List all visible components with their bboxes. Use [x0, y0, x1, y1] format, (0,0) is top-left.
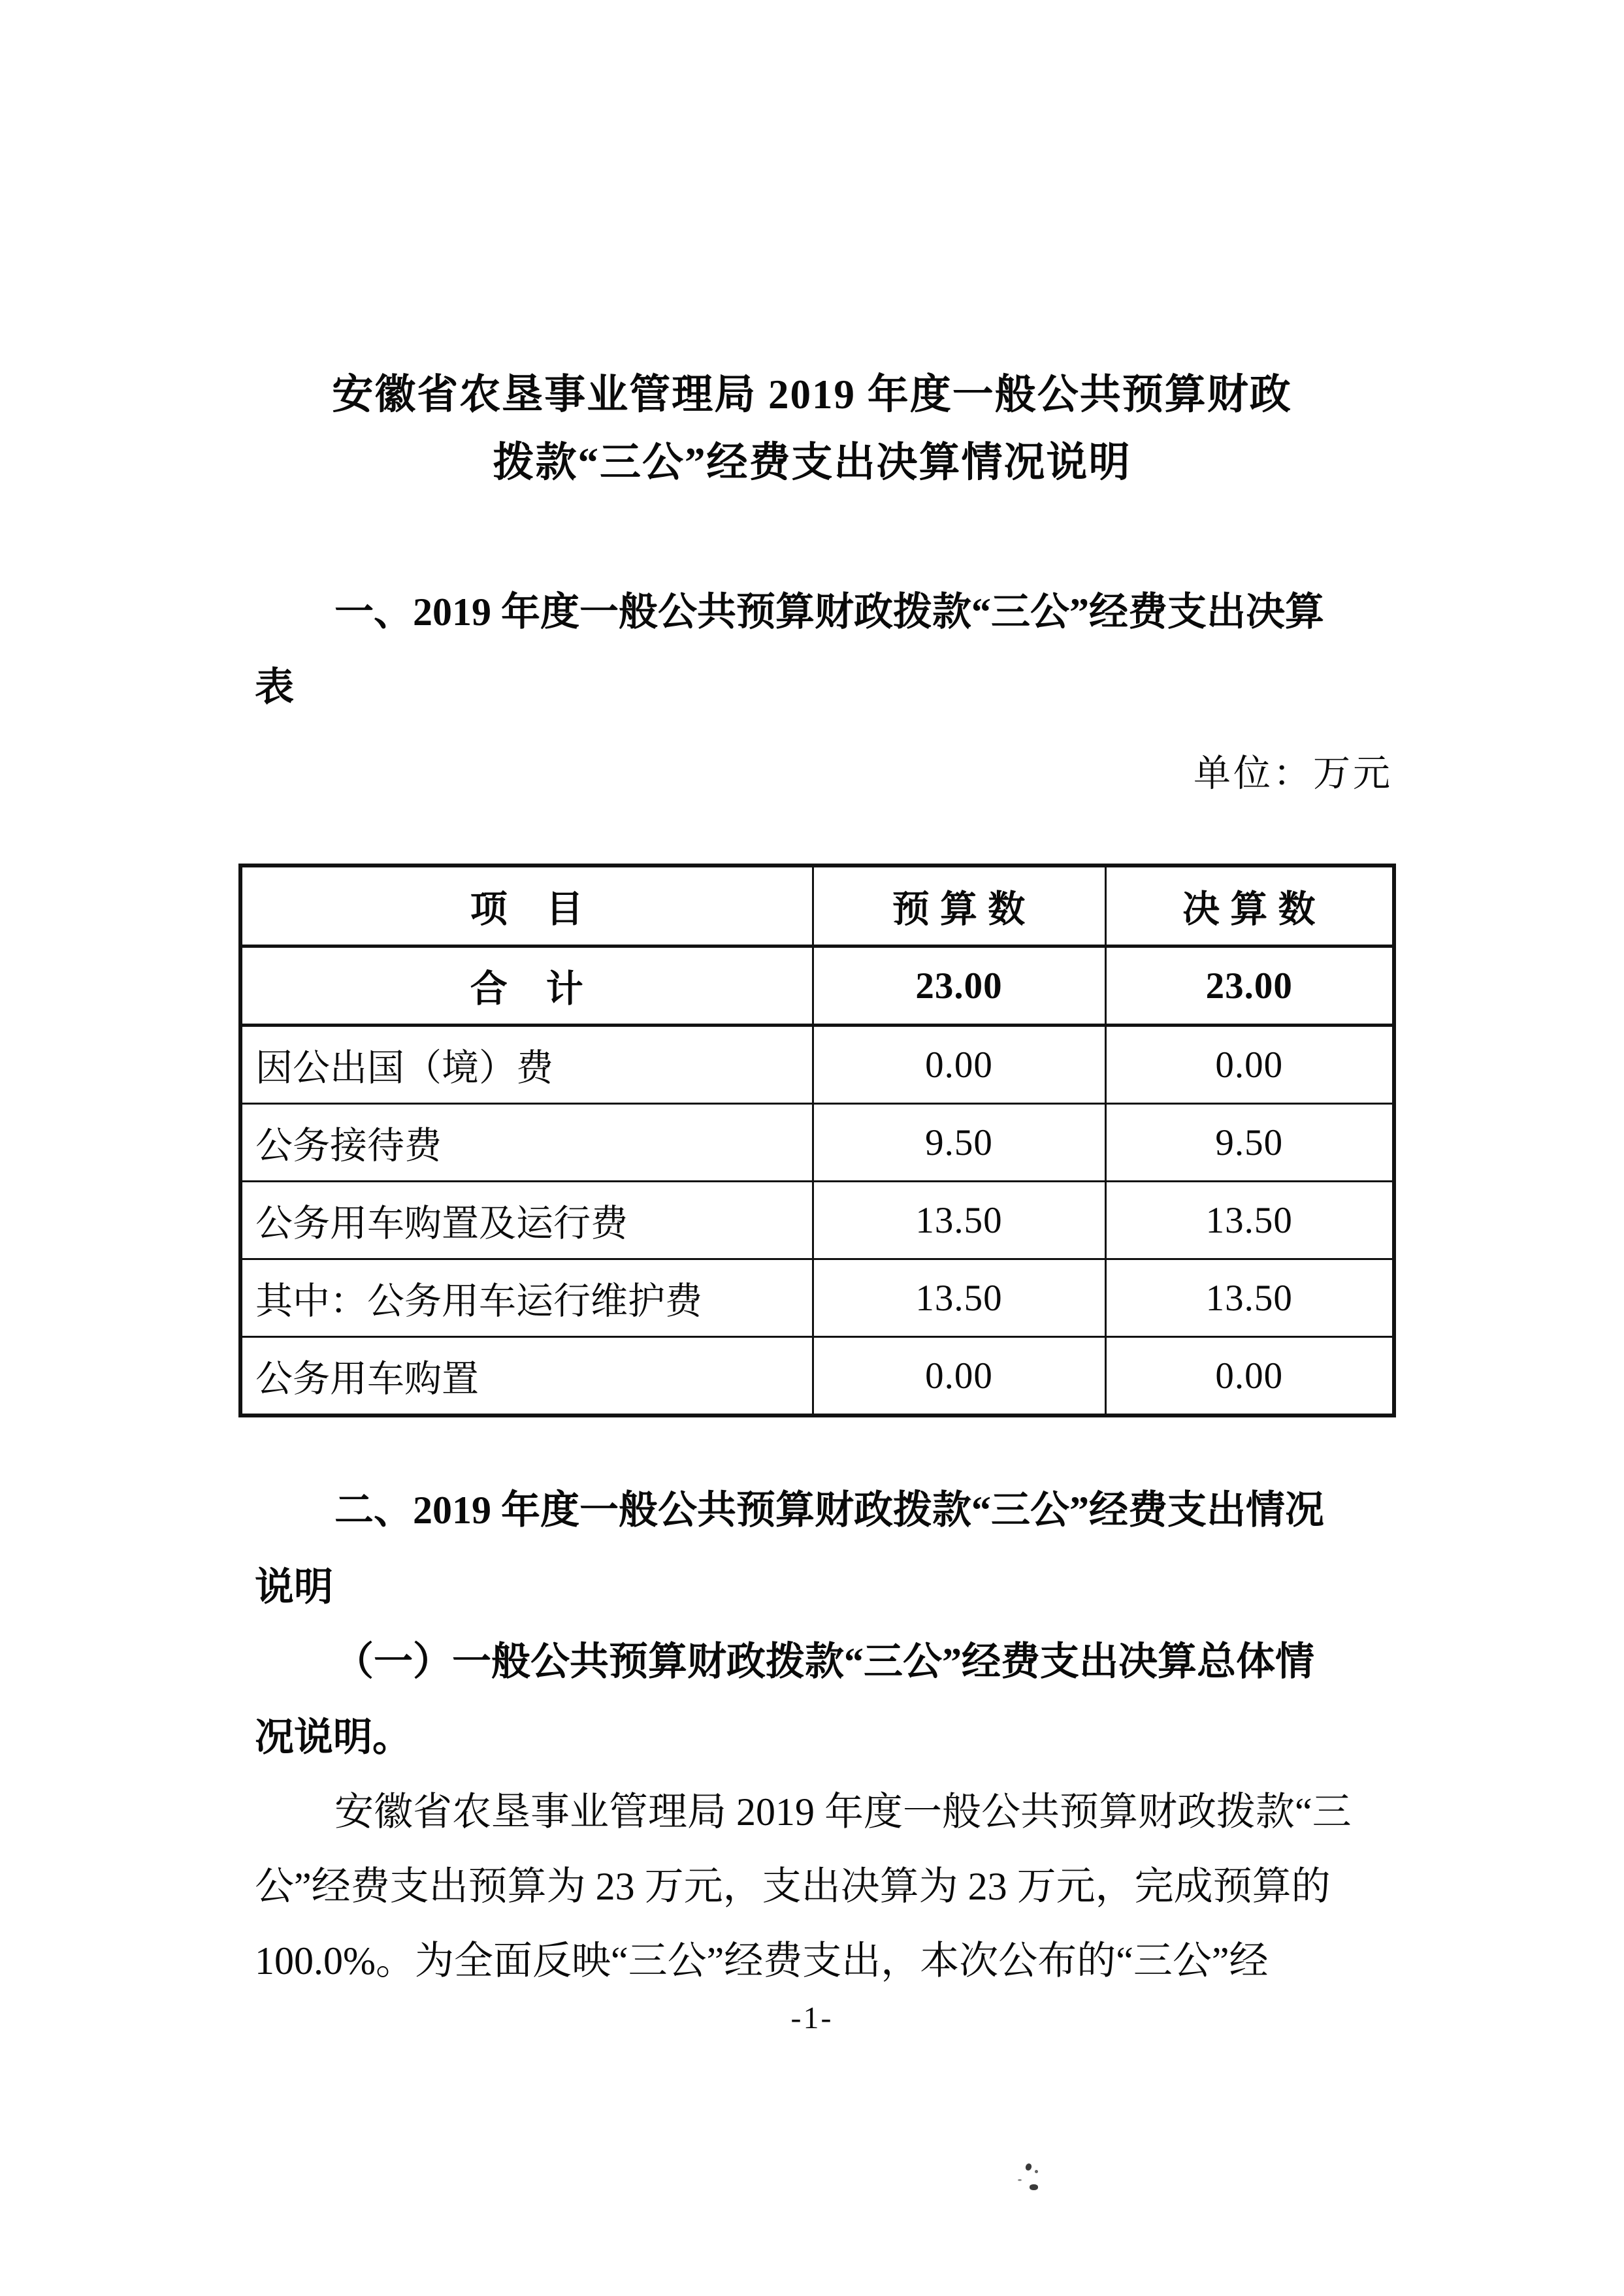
cell-final: 9.50 [1105, 1104, 1394, 1182]
table-header-row [240, 865, 1394, 946]
table-row-vehicle [240, 1182, 1394, 1259]
document-title-line-1: 安徽省农垦事业管理局 2019 年度一般公共预算财政 [332, 372, 1292, 417]
cell-item: 因公出国（境）费 [240, 1026, 813, 1104]
table-row-abroad [240, 1026, 1394, 1104]
cell-budget: 13.50 [813, 1259, 1105, 1337]
table-row-vehicle-purchase [240, 1337, 1394, 1416]
scan-speck [1018, 2179, 1022, 2181]
cell-final: 0.00 [1105, 1337, 1394, 1416]
section1-heading-line1: 一、2019 年度一般公共预算财政拨款“三公”经费支出决算 [334, 590, 1324, 634]
header-final: 决 算 数 [1105, 865, 1394, 946]
paragraph-line-1: 安徽省农垦事业管理局 2019 年度一般公共预算财政拨款“三 [334, 1790, 1352, 1834]
cell-budget: 0.00 [813, 1026, 1105, 1104]
cell-budget: 9.50 [813, 1104, 1105, 1182]
cell-budget: 23.00 [813, 946, 1105, 1026]
document-title [0, 361, 1624, 496]
cell-final: 13.50 [1105, 1182, 1394, 1259]
cell-final: 23.00 [1105, 946, 1394, 1026]
page-number: -1- [790, 2001, 834, 2035]
section2-heading-line2: 说明 [255, 1566, 333, 1609]
header-item: 项 目 [240, 865, 813, 946]
cell-item: 其中：公务用车运行维护费 [240, 1259, 813, 1337]
table-row-vehicle-maintenance [240, 1259, 1394, 1337]
cell-budget: 0.00 [813, 1337, 1105, 1416]
document-title-line-2: 拨款“三公”经费支出决算情况说明 [493, 440, 1131, 485]
cell-item: 合 计 [240, 946, 813, 1026]
scan-speck [1035, 2170, 1038, 2173]
header-budget: 预 算 数 [813, 865, 1105, 946]
unit-label: 单位：万元 [1194, 753, 1393, 794]
table-row-total [240, 946, 1394, 1026]
expense-table [238, 864, 1396, 1417]
section2-subheading-line2: 况说明。 [255, 1716, 412, 1759]
cell-final: 13.50 [1105, 1259, 1394, 1337]
paragraph-line-3: 100.0%。为全面反映“三公”经费支出，本次公布的“三公”经 [255, 1939, 1269, 1982]
scan-speck [1030, 2184, 1038, 2190]
cell-item: 公务用车购置 [240, 1337, 813, 1416]
cell-item: 公务接待费 [240, 1104, 813, 1182]
cell-final: 0.00 [1105, 1026, 1394, 1104]
paragraph-line-2: 公”经费支出预算为 23 万元，支出决算为 23 万元，完成预算的 [255, 1865, 1331, 1908]
scan-speck [1024, 2163, 1032, 2171]
cell-budget: 13.50 [813, 1182, 1105, 1259]
section1-heading-line2: 表 [255, 666, 294, 709]
cell-item: 公务用车购置及运行费 [240, 1182, 813, 1259]
section2-heading-line1: 二、2019 年度一般公共预算财政拨款“三公”经费支出情况 [334, 1489, 1324, 1532]
table-row-reception [240, 1104, 1394, 1182]
section2-subheading-line1: （一）一般公共预算财政拨款“三公”经费支出决算总体情 [334, 1640, 1314, 1683]
